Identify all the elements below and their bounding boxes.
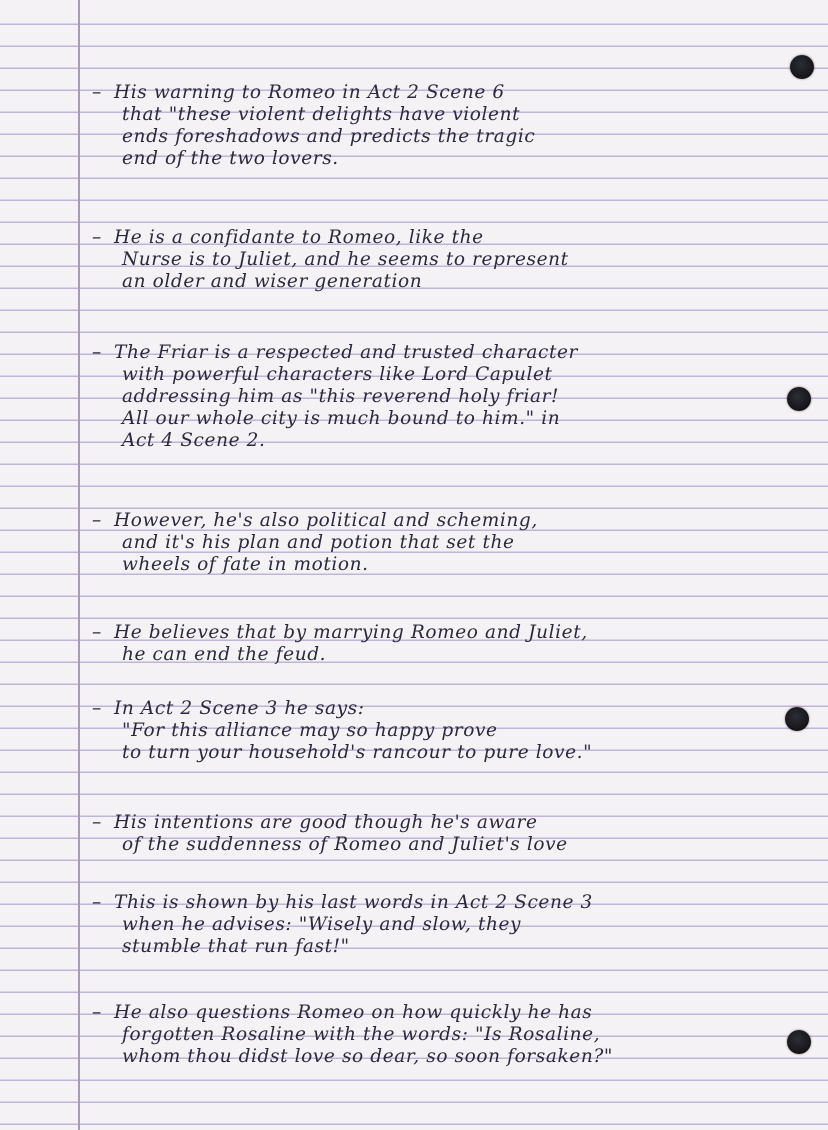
margin-line — [78, 0, 80, 1130]
note-warning — [92, 82, 782, 170]
note-line: he can end the feud. — [122, 644, 327, 665]
note-line: an older and wiser generation — [122, 271, 423, 292]
note-last-words — [92, 892, 782, 958]
punch-hole — [790, 55, 814, 79]
note-line: – He also questions Romeo on how quickly he has — [92, 1002, 593, 1023]
note-line: and it's his plan and potion that set the — [122, 532, 515, 553]
note-line: wheels of fate in motion. — [122, 554, 369, 575]
note-line: when he advises: "Wisely and slow, they — [122, 914, 522, 935]
note-intentions — [92, 812, 782, 856]
note-line: whom thou didst love so dear, so soon forsaken?" — [122, 1046, 613, 1067]
punch-hole — [785, 707, 809, 731]
note-line: end of the two lovers. — [122, 148, 339, 169]
note-line: – His intentions are good though he's aware — [92, 812, 538, 833]
punch-hole — [787, 387, 811, 411]
note-line: forgotten Rosaline with the words: "Is Rosaline, — [122, 1024, 601, 1045]
note-line: – His warning to Romeo in Act 2 Scene 6 — [92, 82, 505, 103]
note-feud — [92, 622, 782, 666]
note-line: – This is shown by his last words in Act 2 Scene 3 — [92, 892, 593, 913]
note-confidante — [92, 227, 782, 293]
note-line: with powerful characters like Lord Capulet — [122, 364, 553, 385]
note-line: addressing him as "this reverend holy friar! — [122, 386, 560, 407]
note-line: All our whole city is much bound to him." in — [122, 408, 561, 429]
note-line: "For this alliance may so happy prove — [122, 720, 498, 741]
note-line: – He believes that by marrying Romeo and Juliet, — [92, 622, 588, 643]
note-line: ends foreshadows and predicts the tragic — [122, 126, 536, 147]
note-line: to turn your household's rancour to pure love." — [122, 742, 593, 763]
note-line: that "these violent delights have violent — [122, 104, 521, 125]
note-scheming — [92, 510, 782, 576]
note-respected — [92, 342, 782, 452]
note-line: – However, he's also political and scheming, — [92, 510, 538, 531]
note-line: of the suddenness of Romeo and Juliet's love — [122, 834, 568, 855]
note-line: – In Act 2 Scene 3 he says: — [92, 698, 365, 719]
punch-hole — [787, 1030, 811, 1054]
note-line: stumble that run fast!" — [122, 936, 350, 957]
note-line: – He is a confidante to Romeo, like the — [92, 227, 484, 248]
note-line: Act 4 Scene 2. — [122, 430, 266, 451]
note-rosaline — [92, 1002, 782, 1068]
note-alliance-quote — [92, 698, 782, 764]
note-line: Nurse is to Juliet, and he seems to represent — [122, 249, 569, 270]
note-line: – The Friar is a respected and trusted character — [92, 342, 579, 363]
